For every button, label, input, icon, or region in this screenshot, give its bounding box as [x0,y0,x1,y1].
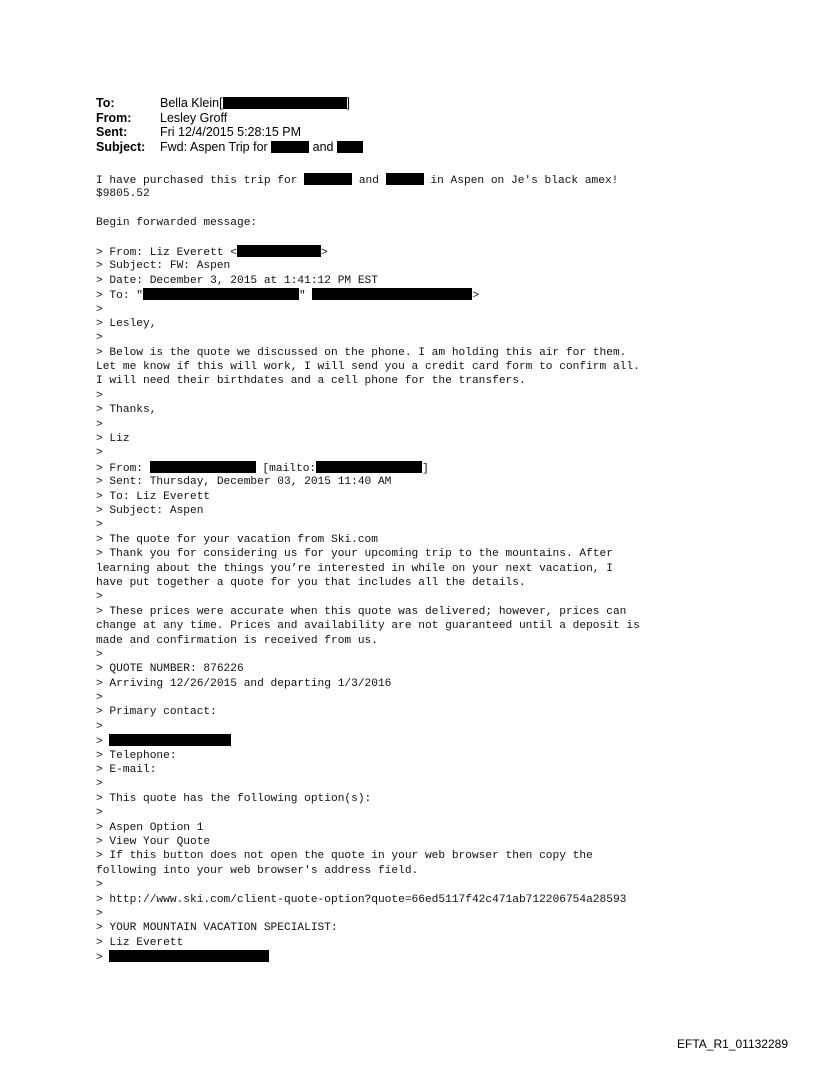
quote-marker: > [96,692,103,705]
quote-marker: > [96,303,103,316]
greeting: > Lesley, [96,317,157,330]
quoted-text: > [321,246,328,259]
blank-line [96,231,736,245]
quoted-subject: > Subject: FW: Aspen [96,260,231,273]
email-body [96,173,736,964]
paragraph-line: change at any time. Prices and availability are not guaranteed until a deposit is [96,620,640,633]
quoted-text: > [96,736,110,749]
quote-marker: > [96,648,103,661]
redaction-box [271,141,309,153]
quoted-text: > [96,952,110,965]
quote-url: > http://www.ski.com/client-quote-option?quote=66ed5117f42c471ab712206754a28593 [96,893,627,906]
quote-marker: > [96,389,103,402]
forward-from [96,461,736,475]
quoted-text: > From: [96,462,150,475]
intro-text: in Aspen on Je's black amex! [423,175,619,187]
option-item: > Aspen Option 1 [96,821,204,834]
quote-marker: > [96,778,103,791]
options-heading: > This quote has the following option(s): [96,792,372,805]
subject-row [96,140,736,155]
from-value: Lesley Groff [160,110,228,125]
document-id: EFTA_R1_01132289 [677,1037,788,1051]
redaction-box [237,245,321,257]
body-line [96,173,736,187]
redaction-box [150,461,256,473]
forward-subject: > Subject: Aspen [96,504,204,517]
quoted-from [96,245,736,259]
redaction-box [109,734,231,746]
sent-value: Fri 12/4/2015 5:28:15 PM [160,125,302,139]
intro-text: and [352,175,386,187]
redaction-box [316,461,422,473]
signoff: > Thanks, [96,404,157,417]
redaction-box [312,288,472,300]
intro-text: I have purchased this trip for [96,175,305,187]
quote-marker: > [96,907,103,920]
quoted-date: > Date: December 3, 2015 at 1:41:12 PM EST [96,274,378,287]
paragraph-line: > Below is the quote we discussed on the phone. I am holding this air for them. [96,346,627,359]
amount-line: $9805.52 [96,188,150,201]
quoted-text: > [472,290,480,303]
contact-name-line [96,734,736,748]
redaction-box [109,950,269,962]
quote-marker: > [96,332,103,345]
paragraph-line: following into your web browser's address field. [96,864,419,877]
telephone-line: > Telephone: [96,749,177,762]
quoted-text: > To: " [96,290,143,303]
blank-line [96,202,736,216]
primary-contact: > Primary contact: [96,706,217,719]
subject-label: Subject: [96,139,146,154]
to-value: Bella Klein[ [160,96,223,110]
quoted-text: ] [422,462,429,475]
forward-to: > To: Liz Everett [96,490,211,503]
specialist-contact-line [96,950,736,964]
quote-number: > QUOTE NUMBER: 876226 [96,663,244,676]
paragraph-line: have put together a quote for you that includes all the details. [96,576,526,589]
quote-marker: > [96,519,103,532]
paragraph-line: > Thank you for considering us for your upcoming trip to the mountains. After [96,548,613,561]
forward-sent: > Sent: Thursday, December 03, 2015 11:40 AM [96,476,392,489]
redaction-box [386,173,424,185]
sent-row [96,125,736,140]
redaction-box [337,141,363,153]
redaction-box [223,97,347,109]
signature: > Liz [96,433,130,446]
quote-marker: > [96,418,103,431]
paragraph-line: made and confirmation is received from us. [96,634,378,647]
paragraph-line: > If this button does not open the quote in your web browser then copy the [96,850,593,863]
to-suffix: ] [346,96,351,110]
quoted-text: " [299,290,313,303]
arrival-dates: > Arriving 12/26/2015 and departing 1/3/2016 [96,677,392,690]
to-row [96,96,736,111]
to-label: To: [96,96,115,110]
paragraph-line: I will need their birthdates and a cell phone for the transfers. [96,375,526,388]
quote-marker: > [96,807,103,820]
begin-forwarded: Begin forwarded message: [96,217,258,230]
quote-marker: > [96,879,103,892]
quote-marker: > [96,591,103,604]
from-row [96,111,736,126]
email-header [96,96,736,154]
view-quote-line: > View Your Quote [96,835,211,848]
quote-marker: > [96,720,103,733]
quote-marker: > [96,447,103,460]
redaction-box [143,288,299,300]
subject-prefix: Fwd: Aspen Trip for [160,139,272,154]
paragraph-line: learning about the things you’re interested in while on your next vacation, I [96,562,613,575]
redaction-box [304,173,352,185]
quoted-text: > From: Liz Everett < [96,246,237,259]
subject-and: and [309,139,337,154]
from-label: From: [96,110,132,125]
specialist-name: > Liz Everett [96,936,184,949]
sent-label: Sent: [96,125,128,139]
specialist-heading: > YOUR MOUNTAIN VACATION SPECIALIST: [96,922,338,935]
quoted-text: [mailto: [255,462,317,475]
email-line: > E-mail: [96,764,157,777]
quote-title: > The quote for your vacation from Ski.com [96,533,378,546]
paragraph-line: Let me know if this will work, I will send you a credit card form to confirm all. [96,361,640,374]
paragraph-line: > These prices were accurate when this quote was delivered; however, prices can [96,605,627,618]
quoted-to [96,288,736,302]
